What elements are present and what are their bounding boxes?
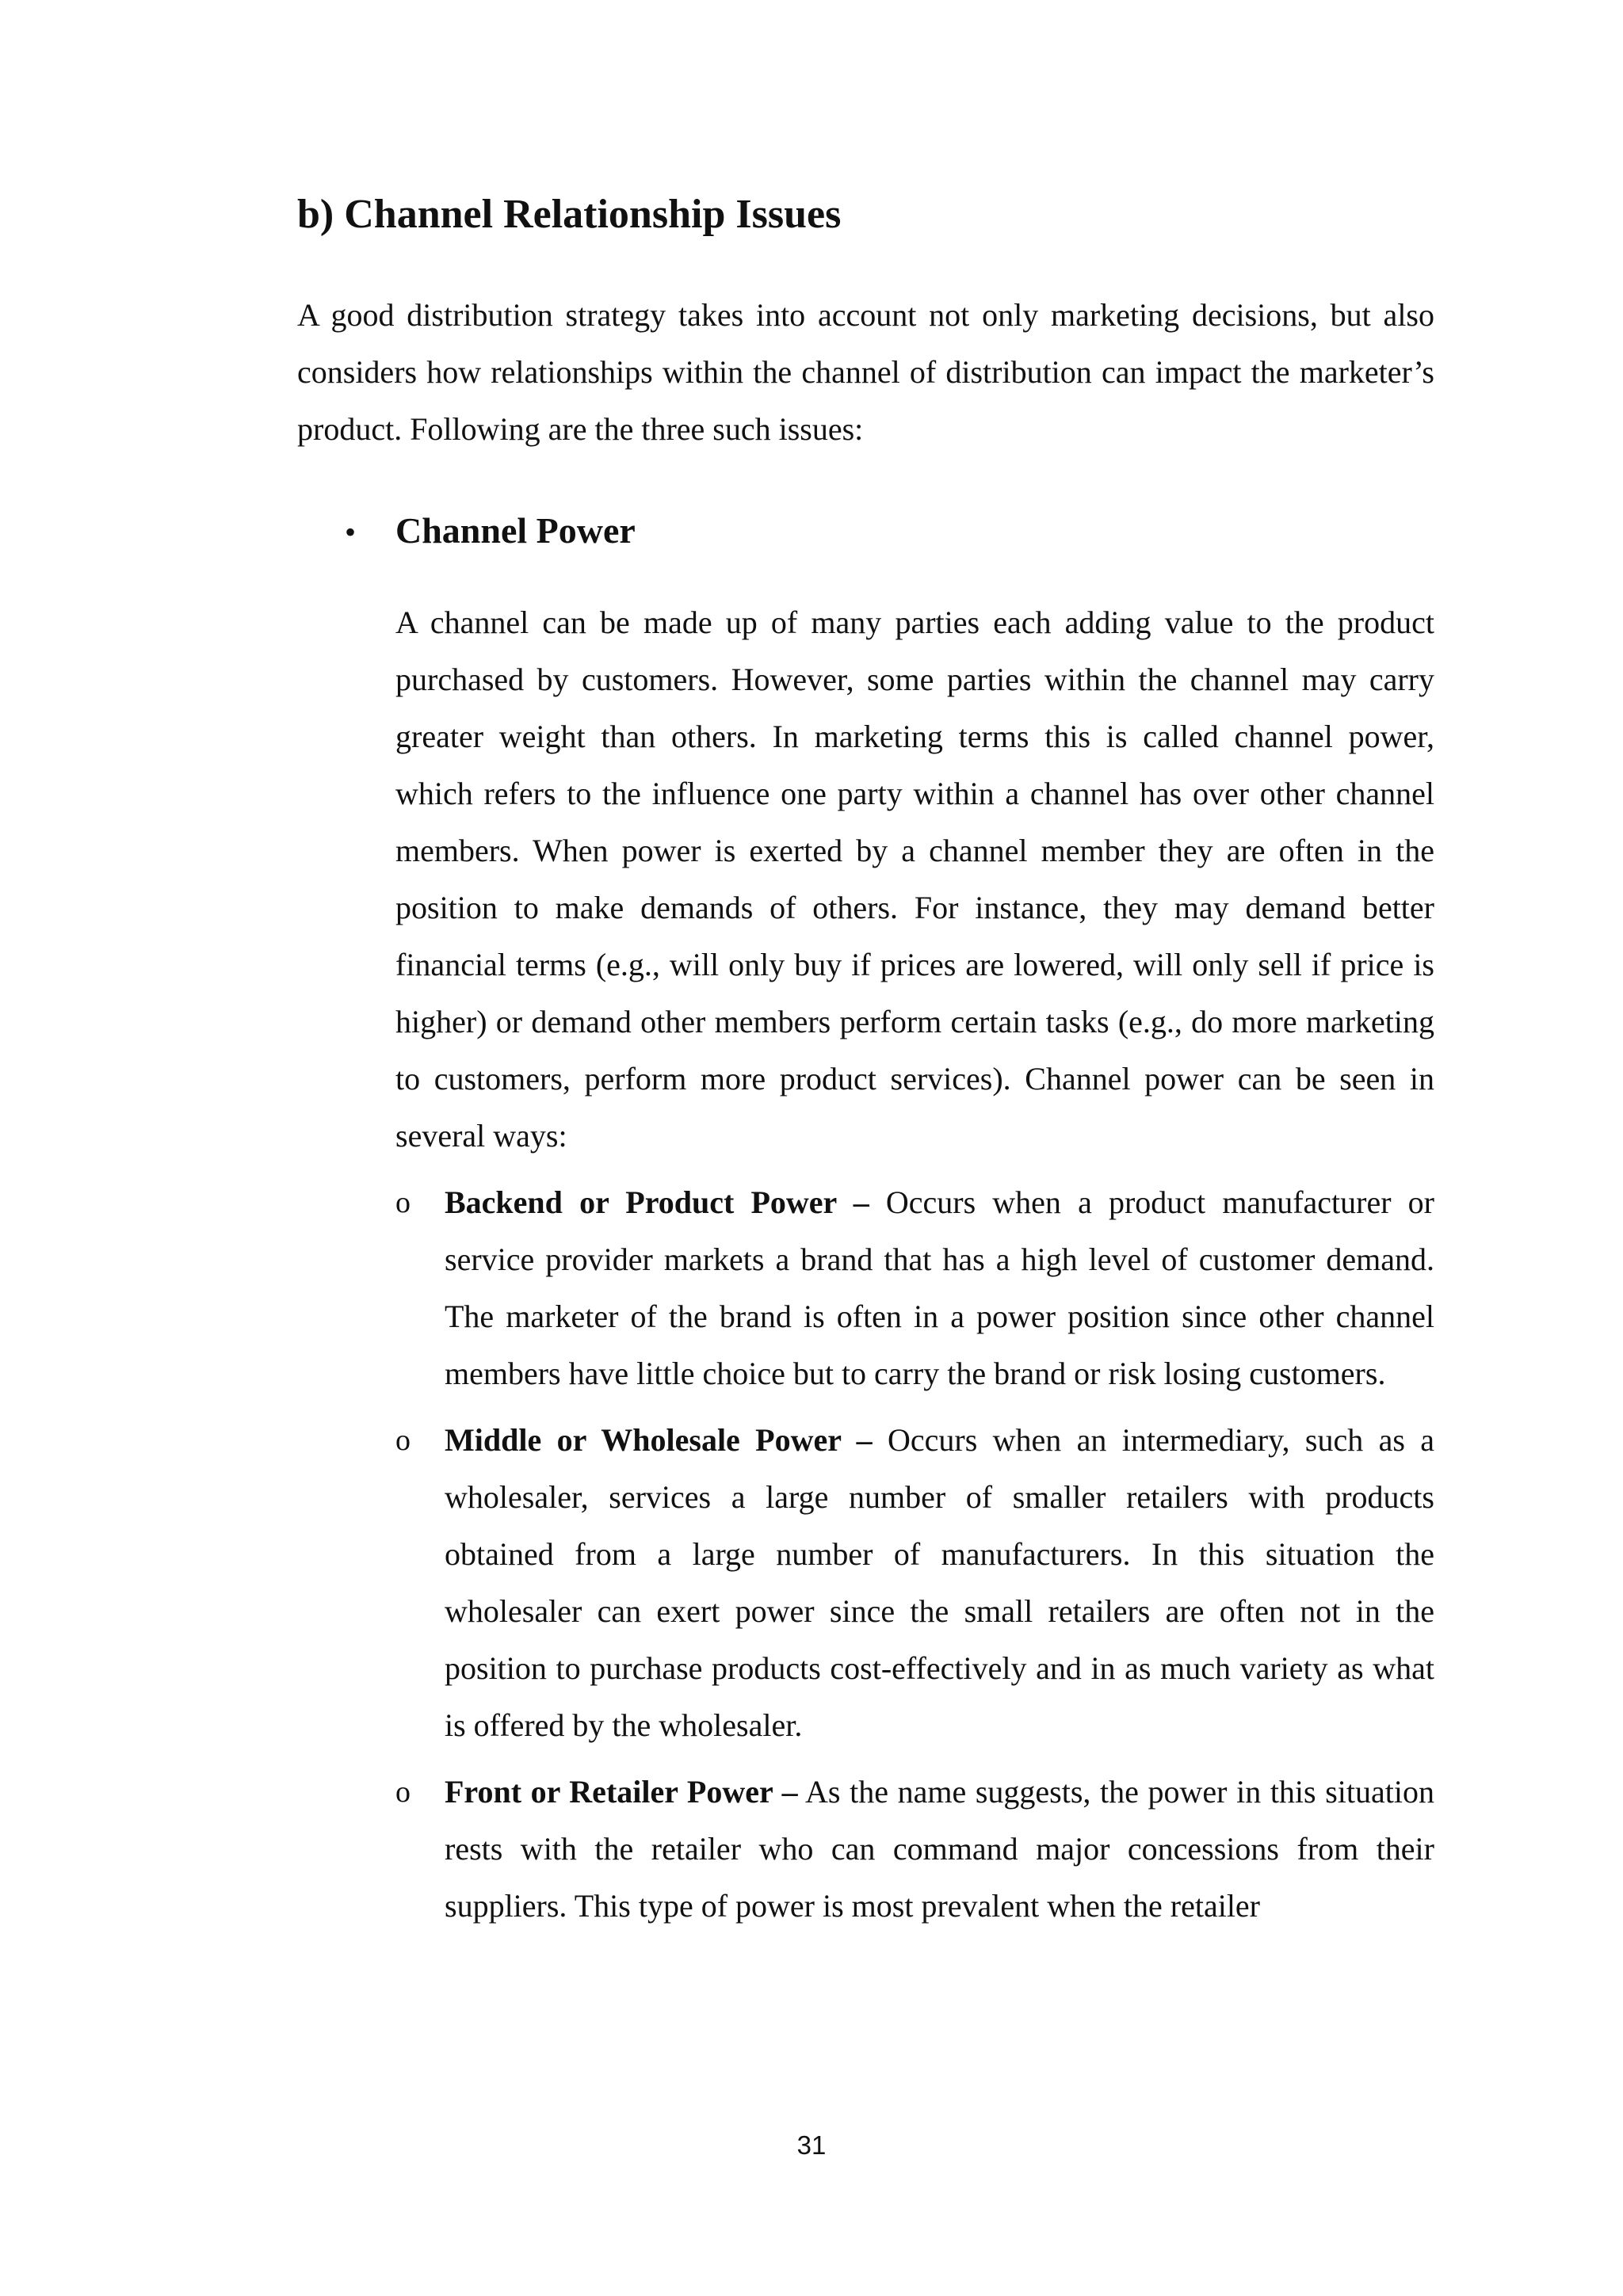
sub-item-marker: o bbox=[395, 1775, 411, 1809]
sub-item-text: As the name suggests, the power in this situation rests with the retailer who can command major concessions from their suppliers. This type of power is most prevalent when the retailer bbox=[445, 1773, 1435, 1924]
sub-item-retailer-power bbox=[395, 1764, 1434, 1935]
sub-item-marker: o bbox=[395, 1185, 411, 1219]
sub-item-text: Occurs when a product manufacturer or service provider markets a brand that has a high level of customer demand. The marketer of the brand is often in a power position since other channel members have little choice but to carry the brand or risk losing customers. bbox=[445, 1184, 1434, 1391]
bullet-heading-channel-power bbox=[345, 509, 1434, 552]
sub-item-backend-power bbox=[395, 1174, 1434, 1402]
sub-item-marker: o bbox=[395, 1423, 411, 1457]
section-heading: b) Channel Relationship Issues bbox=[297, 192, 842, 237]
intro-paragraph: A good distribution strategy takes into account not only marketing decisions, but also considers how relationships within the channel of distribution can impact the marketer’s product. Following are the three such issues: bbox=[297, 297, 1434, 448]
sub-item-body bbox=[445, 1412, 1434, 1754]
bullet-marker: • bbox=[345, 514, 357, 551]
sub-item-text: Occurs when an intermediary, such as a wholesaler, services a large number of smaller retailers with products obtained from a large number of manufacturers. In this situation the wholesaler can exert power since the small retailers are often not in the position to purchase products cost-effectively and in as much variety as what is offered by the wholesaler. bbox=[445, 1421, 1435, 1743]
channel-power-paragraph: A channel can be made up of many parties each adding value to the product purchased by customers. However, some parties within the channel may carry greater weight than others. In marketing terms this is called channel power, which refers to the influence one party within a channel has over other channel members. When power is exerted by a channel member they are often in the position to make demands of others. For instance, they may demand better financial terms (e.g., will only buy if prices are lowered, will only sell if price is higher) or demand other members perform certain tasks (e.g., do more marketing to customers, perform more product services). Channel power can be seen in several ways: bbox=[395, 604, 1434, 1154]
page-number: 31 bbox=[796, 2130, 827, 2160]
sub-item-wholesale-power bbox=[395, 1412, 1434, 1754]
page-content bbox=[297, 190, 1434, 1944]
sub-item-body bbox=[445, 1174, 1434, 1402]
bullet-title: Channel Power bbox=[395, 510, 636, 551]
sub-item-body bbox=[445, 1764, 1434, 1935]
sub-item-term: Backend or Product Power – bbox=[445, 1184, 869, 1220]
sub-item-term: Middle or Wholesale Power – bbox=[445, 1421, 873, 1458]
sub-item-term: Front or Retailer Power – bbox=[445, 1773, 798, 1810]
